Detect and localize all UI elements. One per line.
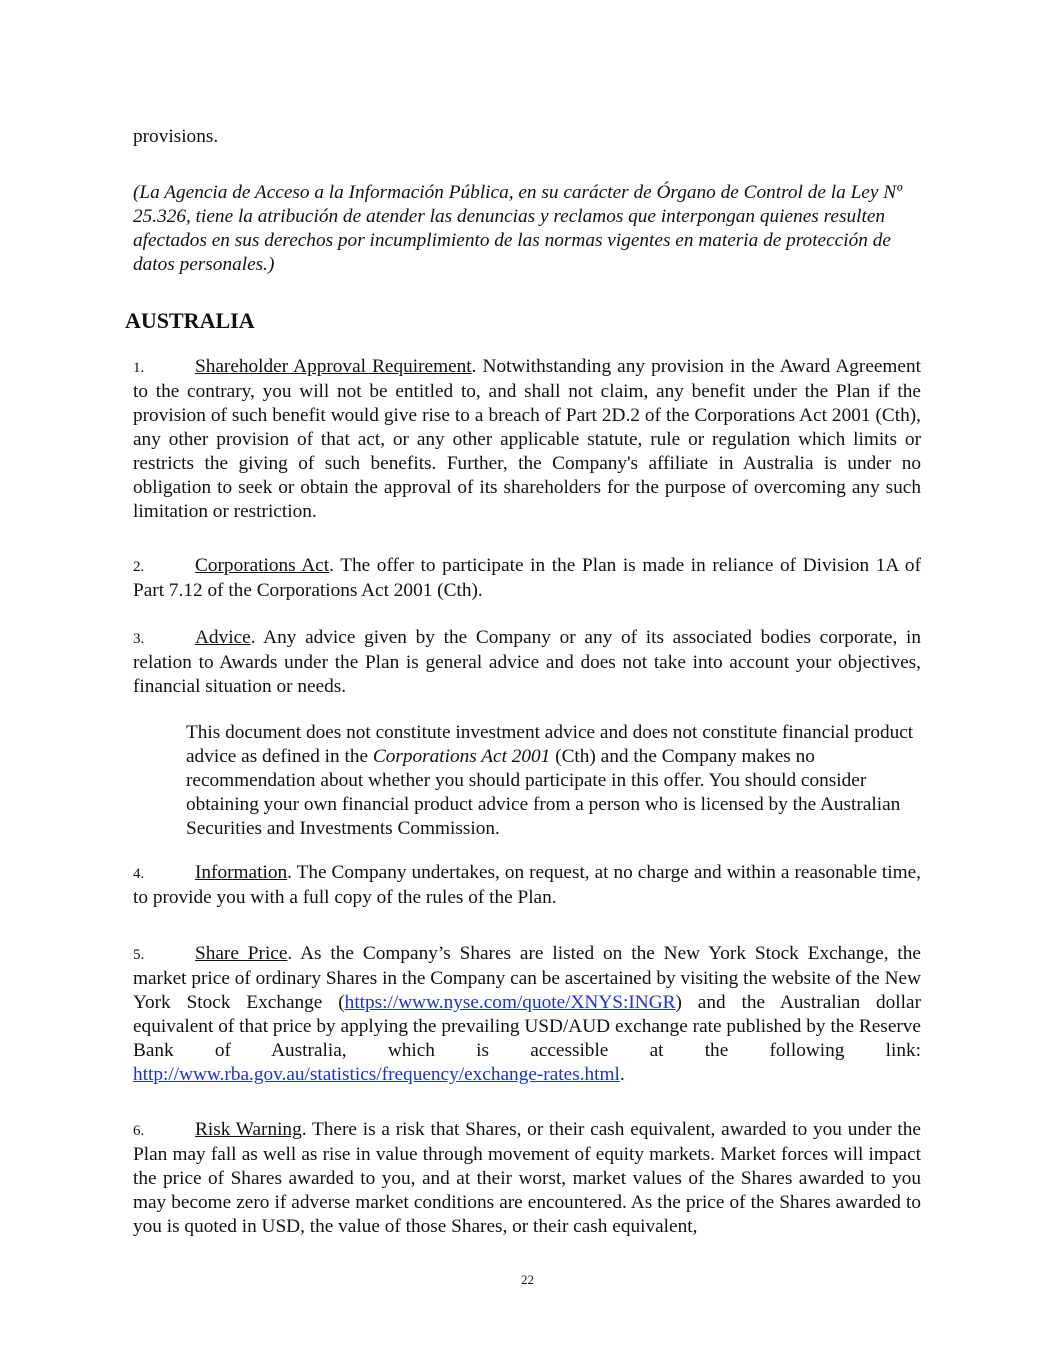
clause-title: Advice (195, 627, 251, 648)
act-name: Corporations Act 2001 (372, 746, 551, 767)
clause-body: . Any advice given by the Company or any of its associated bodies corporate, in relation to Awards under the Plan is general advice and does not take into account your objectives, financial situation or needs. (133, 627, 921, 697)
clause-title: Information (195, 862, 288, 883)
clause-3 (133, 626, 921, 699)
clause-number: 2. (133, 559, 145, 575)
clause-body: . The Company undertakes, on request, at no charge and within a reasonable time, to provide you with a full copy of the rules of the Plan. (133, 862, 921, 908)
spanish-note: (La Agencia de Acceso a la Información Pública, en su carácter de Órgano de Control de la Ley Nº 25.326, tiene la atribución de atender las denuncias y reclamos que interpongan quienes resulten afectados en sus derechos por incumplimiento de las normas vigentes en materia de protección de datos personales.) (133, 182, 903, 275)
clause-1 (133, 355, 921, 524)
clause-number: 4. (133, 866, 145, 882)
clause-number: 3. (133, 631, 145, 647)
clause-title: Corporations Act (195, 555, 330, 576)
rba-link[interactable]: http://www.rba.gov.au/statistics/frequency/exchange-rates.html (133, 1064, 620, 1085)
clause-body: . Notwithstanding any provision in the Award Agreement to the contrary, you will not be entitled to, and shall not claim, any benefit under the Plan if the provision of such benefit would give rise to a breach of Part 2D.2 of the Corporations Act 2001 (Cth), any other provision of that act, or any other applicable statute, rule or regulation which limits or restricts the giving of such benefits. Further, the Company's affiliate in Australia is under no obligation to seek or obtain the approval of its shareholders for the purpose of overcoming any such limitation or restriction. (133, 356, 921, 522)
page-number: 22 (521, 1272, 534, 1287)
clause-4 (133, 861, 921, 910)
clause-body: . (619, 1064, 625, 1085)
nyse-link[interactable]: https://www.nyse.com/quote/XNYS:INGR (344, 992, 676, 1013)
continued-text: provisions. (133, 126, 219, 147)
disclaimer-text: (Cth) and the Company makes no recommendation about whether you should participate in this offer. You should consider obtaining your own financial product advice from a person who is licensed by the Australian Securities and Investments Commission. (186, 746, 901, 839)
clause-title: Shareholder Approval Requirement (195, 356, 472, 377)
advice-disclaimer (186, 721, 921, 841)
clause-2 (133, 554, 921, 603)
clause-6 (133, 1118, 921, 1239)
clause-5 (133, 942, 921, 1087)
section-heading: AUSTRALIA (125, 308, 255, 333)
clause-number: 1. (133, 360, 145, 376)
clause-body: . The offer to participate in the Plan is made in reliance of Division 1A of Part 7.12 of the Corporations Act 2001 (Cth). (133, 555, 921, 601)
clause-body: . There is a risk that Shares, or their cash equivalent, awarded to you under the Plan may fall as well as rise in value through movement of equity markets. Market forces will impact the price of Shares awarded to you, and at their worst, market values of the Shares awarded to you may become zero if adverse market conditions are encountered. As the price of the Shares awarded to you is quoted in USD, the value of those Shares, or their cash equivalent, (133, 1119, 921, 1237)
clause-title: Share Price (195, 943, 288, 964)
clause-number: 5. (133, 947, 145, 963)
clause-body: ) and the Australian dollar equivalent of that price by applying the prevailing USD/AUD exchange rate published by the Reserve Bank of Australia, which is accessible at the following link: (133, 992, 922, 1061)
disclaimer-text: This document does not constitute investment advice and does not constitute financial product advice as defined in the (186, 722, 914, 767)
clause-title: Risk Warning (195, 1119, 302, 1140)
clause-number: 6. (133, 1123, 145, 1139)
clause-body: . As the Company’s Shares are listed on the New York Stock Exchange, the market price of ordinary Shares in the Company can be ascertained by visiting the website of the New York Stock Exchange ( (133, 943, 921, 1013)
